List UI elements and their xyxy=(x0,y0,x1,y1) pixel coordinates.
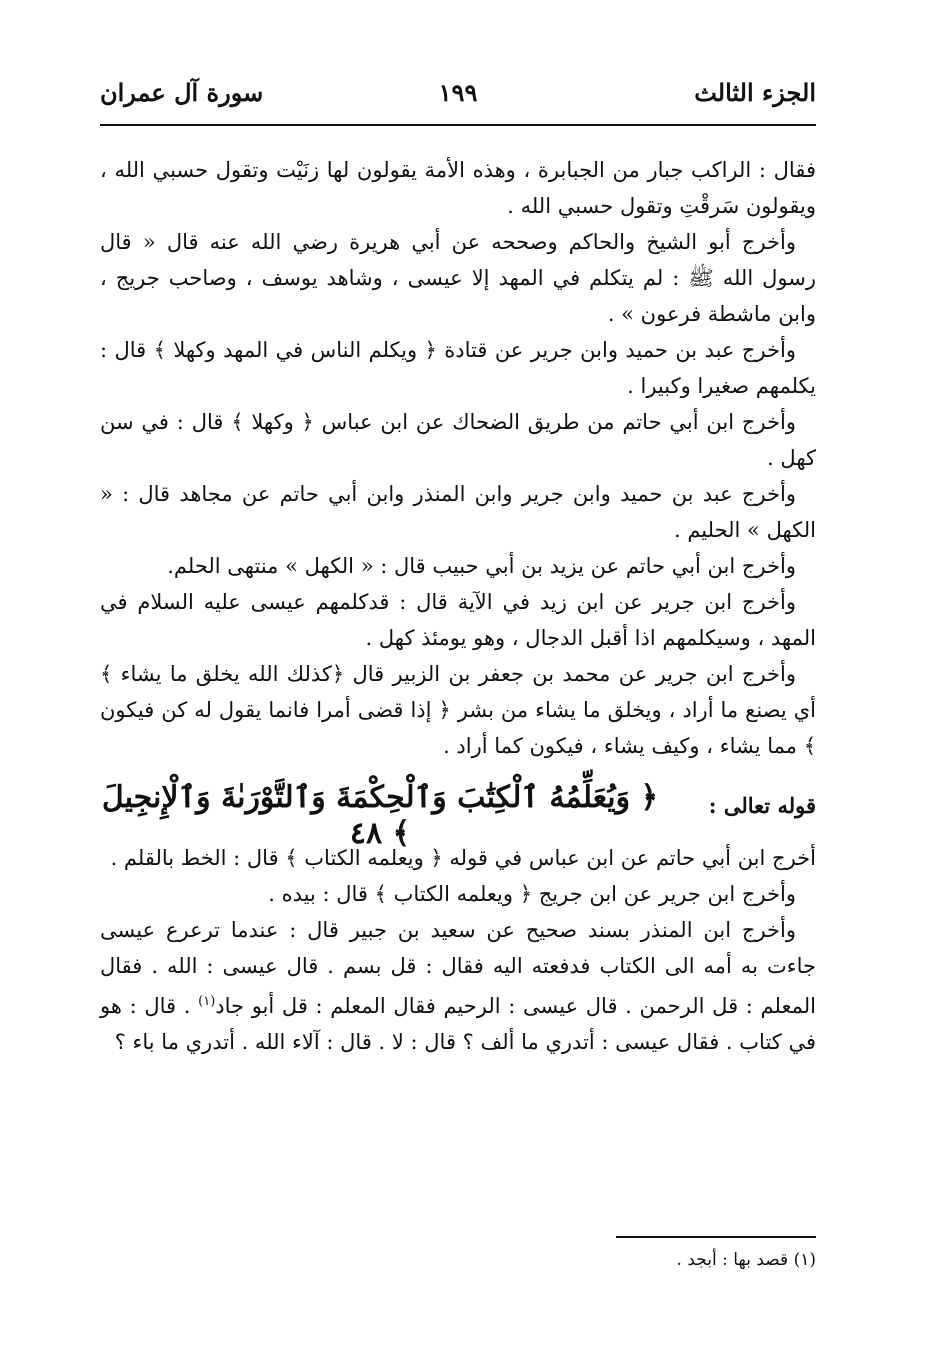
juz-title: الجزء الثالث xyxy=(694,78,816,107)
paragraph: أخرج ابن أبي حاتم عن ابن عباس في قوله ﴿ ويعلمه الكتاب ﴾ قال : الخط بالقلم . xyxy=(110,846,816,870)
footnote: (١) قصد بها : أبجد . xyxy=(676,1250,816,1270)
paragraph-text: وأخرج ابن المنذر بسند صحيح عن سعيد بن جبير قال : عندما ترعرع عيسى جاءت به أمه الى الكتاب فدفعته اليه فقال : قل بسم . قال عيسى : الله . فقال المعلم : قل الرحمن . قال عيسى : الرحيم فقال المعلم : قل أبو جاد xyxy=(100,918,816,1018)
paragraph: وأخرج ابن أبي حاتم عن يزيد بن أبي حبيب قال : « الكهل » منتهى الحلم. xyxy=(167,554,796,578)
paragraph: وأخرج عبد بن حميد وابن جرير وابن المنذر وابن أبي حاتم عن مجاهد قال : « الكهل » الحليم . xyxy=(100,482,816,542)
header-divider xyxy=(100,124,816,126)
paragraph: وأخرج ابن جرير عن محمد بن جعفر بن الزبير قال ﴿كذلك الله يخلق ما يشاء ﴾ أي يصنع ما أراد ، ويخلق ما يشاء من بشر ﴿ إذا قضى أمرا فانما يقول له كن فيكون ﴾ مما يشاء ، وكيف يشاء ، فيكون كما أراد . xyxy=(100,662,816,758)
paragraph: وأخرج ابن جرير عن ابن زيد في الآية قال : قدكلمهم عيسى عليه السلام في المهد ، وسيكلمهم اذا أقبل الدجال ، وهو يومئذ كهل . xyxy=(100,590,816,650)
verse-label: قوله تعالى : xyxy=(708,793,816,818)
page-number: ١٩٩ xyxy=(438,78,478,107)
paragraph: وأخرج ابن أبي حاتم من طريق الضحاك عن ابن عباس ﴿ وكهلا ﴾ قال : في سن كهل . xyxy=(100,410,816,470)
quran-verse-heading xyxy=(100,780,816,851)
surah-title: سورة آل عمران xyxy=(100,78,264,107)
paragraph-text: . قال : هو في كتاب . فقال عيسى : أتدري ما ألف ؟ قال : لا . قال : آلاء الله . أتدري ما باء ؟ xyxy=(100,994,816,1054)
main-text xyxy=(100,152,816,1060)
footnote-reference: (١) xyxy=(198,994,216,1009)
verse-text: ﴿ وَيُعَلِّمُهُ ٱلْكِتَٰبَ وَٱلْحِكْمَةَ وَٱلتَّوْرَىٰةَ وَٱلْإِنجِيلَ ﴾ ٤٨ xyxy=(101,780,659,851)
paragraph: وأخرج عبد بن حميد وابن جرير عن قتادة ﴿ ويكلم الناس في المهد وكهلا ﴾ قال : يكلمهم صغيرا وكبيرا . xyxy=(100,338,816,398)
footnote-divider xyxy=(616,1236,816,1238)
page-header xyxy=(100,78,816,122)
paragraph: وأخرج ابن جرير عن ابن جريج ﴿ ويعلمه الكتاب ﴾ قال : بيده . xyxy=(268,882,796,906)
document-page xyxy=(100,60,816,1320)
paragraph xyxy=(100,912,816,1060)
paragraph: وأخرج أبو الشيخ والحاكم وصححه عن أبي هريرة رضي الله عنه قال « قال رسول الله ﷺ : لم يتكلم في المهد إلا عيسى ، وشاهد يوسف ، وصاحب جريج ، وابن ماشطة فرعون » . xyxy=(100,230,816,326)
paragraph: فقال : الراكب جبار من الجبابرة ، وهذه الأمة يقولون لها زنَيْت وتقول حسبي الله ، ويقولون سَرقْتِ وتقول حسبي الله . xyxy=(100,158,816,218)
